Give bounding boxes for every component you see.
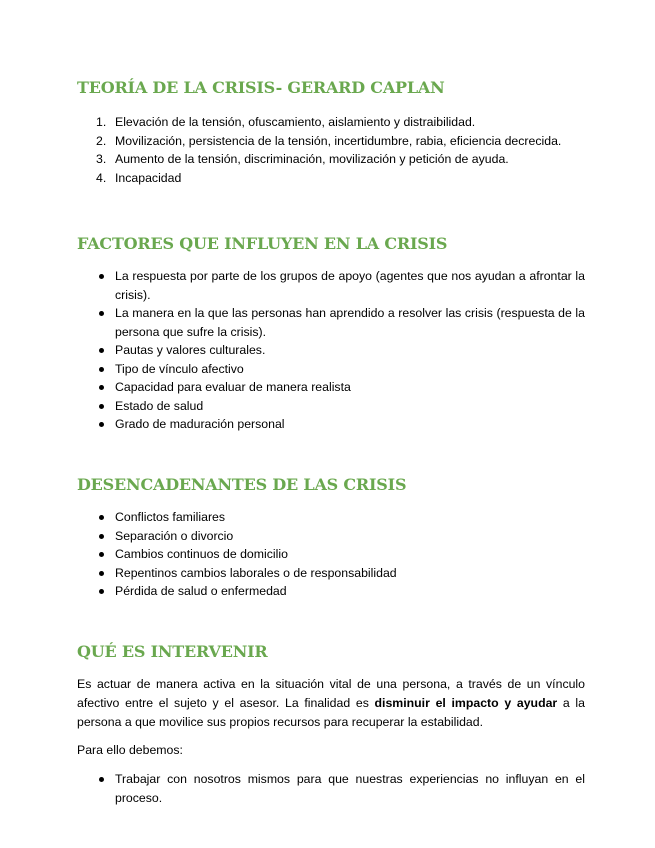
list-item [77,113,585,132]
heading-factores: FACTORES QUE INFLUYEN EN LA CRISIS [77,234,448,253]
list-item [77,564,585,583]
list-item-text: Movilización, persistencia de la tensión, incertidumbre, rabia, eficiencia decrecida. [115,133,562,148]
numbered-list-caplan [77,113,585,187]
list-item [77,415,585,434]
list-number: 3. [96,152,107,166]
list-item-text: Repentinos cambios laborales o de responsabilidad [115,565,397,580]
list-item-text: Cambios continuos de domicilio [115,547,288,561]
bullet-list-intervenir [77,770,585,807]
list-item-text: Grado de maduración personal [115,417,285,431]
bullet-icon [99,404,104,409]
list-number: 4. [96,170,107,185]
bullet-icon [99,777,104,782]
list-number: 2. [96,133,107,148]
paragraph-text: Es actuar de manera activa en la situación vital de una persona, a través de un vínculo afectivo entre el sujeto y el asesor. La finalidad es [77,677,585,710]
list-item [77,360,585,379]
list-item-text: Separación o divorcio [115,528,234,543]
bullet-icon [99,589,104,594]
heading-desencadenantes: DESENCADENANTES DE LAS CRISIS [77,475,407,494]
list-item [77,267,585,304]
heading-que-es-intervenir: QUÉ ES INTERVENIR [77,642,268,661]
list-item [77,169,585,188]
list-item-text: Elevación de la tensión, ofuscamiento, aislamiento y distraibilidad. [115,115,476,129]
bullet-icon [99,552,104,557]
bullet-icon [99,311,104,316]
bullet-icon [99,422,104,427]
bullet-list-factores [77,267,585,434]
list-item [77,397,585,416]
list-item [77,132,585,151]
paragraph-intervenir [77,675,585,732]
bullet-icon [99,515,104,520]
list-item-text: Estado de salud [115,398,204,413]
list-item [77,527,585,546]
bullet-icon [99,385,104,390]
paragraph-lead: Para ello debemos: [77,743,183,757]
list-item [77,378,585,397]
list-item-text: Pautas y valores culturales. [115,343,266,357]
list-item [77,150,585,169]
list-item-text: Capacidad para evaluar de manera realista [115,380,351,394]
list-item-text: Aumento de la tensión, discriminación, movilización y petición de ayuda. [115,152,509,166]
list-item-text: Tipo de vínculo afectivo [115,361,244,376]
list-item [77,545,585,564]
bullet-icon [99,274,104,279]
paragraph-bold-text: disminuir el impacto y ayudar [374,696,558,710]
bullet-icon [99,348,104,353]
list-item-text: Trabajar con nosotros mismos para que nuestras experiencias no influyan en el proceso. [115,772,585,805]
list-item-text: Conflictos familiares [115,510,226,524]
bullet-list-desencadenantes [77,508,585,601]
heading-teoria-crisis: TEORÍA DE LA CRISIS- GERARD CAPLAN [77,78,445,97]
paragraph-text: a la persona a que movilice sus propios recursos para recuperar la estabilidad. [77,696,585,729]
list-item-text: La respuesta por parte de los grupos de apoyo (agentes que nos ayudan a afrontar la crisis). [115,269,585,302]
bullet-icon [99,571,104,576]
list-item [77,508,585,527]
list-number: 1. [96,115,107,129]
list-item [77,582,585,601]
bullet-icon [99,534,104,539]
list-item-text: Pérdida de salud o enfermedad [115,584,287,598]
list-item [77,304,585,341]
list-item [77,770,585,807]
bullet-icon [99,367,104,372]
list-item-text: Incapacidad [115,170,182,185]
list-item [77,341,585,360]
list-item-text: La manera en la que las personas han aprendido a resolver las crisis (respuesta de la persona que sufre la crisis). [115,306,585,339]
